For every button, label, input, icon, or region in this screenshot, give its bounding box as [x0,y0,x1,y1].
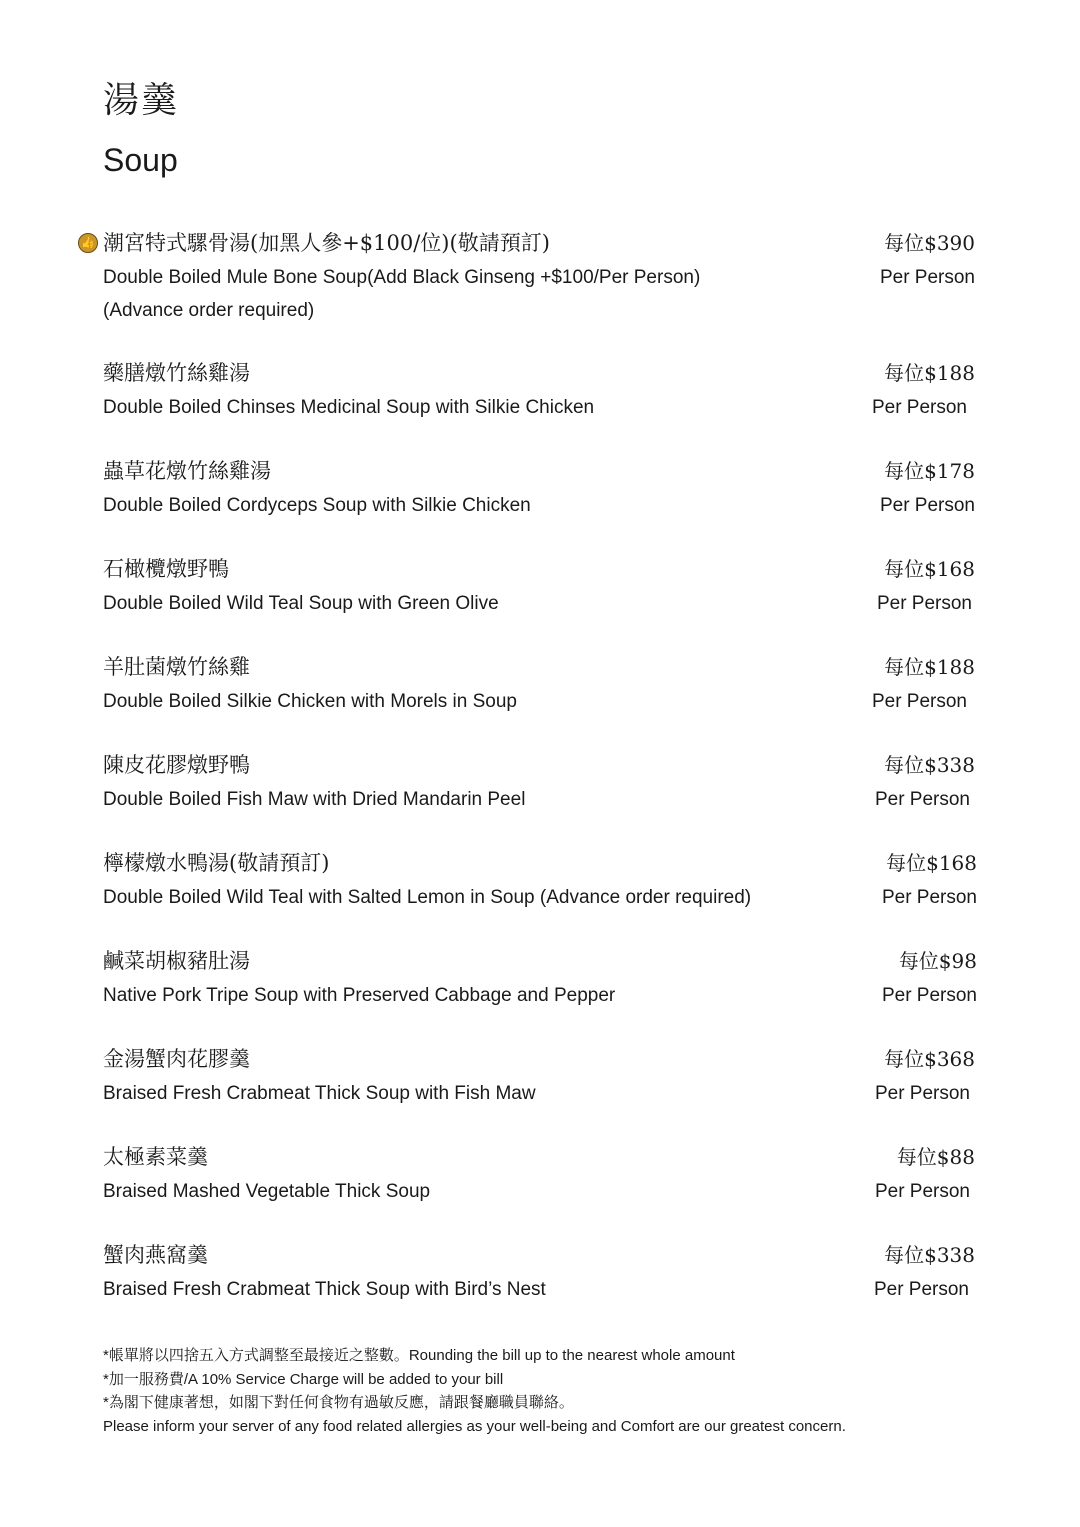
item-name-chinese: 太極素菜羹 [103,1145,208,1169]
item-name-chinese: 藥膳燉竹絲雞湯 [103,361,250,385]
item-price: 每位$178 [884,459,975,483]
item-price: 每位$338 [884,1243,975,1267]
menu-item [0,228,1080,358]
menu-item [0,1044,1080,1142]
menu-item [0,848,1080,946]
item-price-unit: Per Person [881,887,977,908]
item-price-unit: Per Person [874,789,970,810]
item-name-english-note: (Advance order required) [103,300,315,321]
menu-item [0,358,1080,456]
item-price-unit: Per Person [879,495,975,516]
item-name-english: Braised Fresh Crabmeat Thick Soup with Bird’s Nest [103,1279,546,1300]
item-price: 每位$338 [884,753,975,777]
allergy-note-english: Please inform your server of any food related allergies as your well-being and Comfort are our greatest concern. [103,1417,846,1435]
item-price-unit: Per Person [871,691,967,712]
menu-item [0,1142,1080,1240]
item-name-english: Native Pork Tripe Soup with Preserved Cabbage and Pepper [103,985,616,1006]
item-name-english: Double Boiled Wild Teal with Salted Lemon in Soup (Advance order required) [103,887,752,908]
item-name-english: Braised Mashed Vegetable Thick Soup [103,1181,431,1202]
page-title-english: Soup [103,142,178,178]
thumbs-up-icon: 👍 [78,233,98,253]
item-name-chinese: 蟹肉燕窩羹 [103,1243,208,1267]
item-name-english: Double Boiled Cordyceps Soup with Silkie Chicken [103,495,531,516]
item-price: 每位$390 [884,231,975,255]
item-name-chinese: 陳皮花膠燉野鴨 [103,753,250,777]
item-name-english: Double Boiled Chinses Medicinal Soup with Silkie Chicken [103,397,595,418]
item-price: 每位$88 [896,1145,975,1169]
item-price: 每位$368 [884,1047,975,1071]
allergy-note-chinese: *為閣下健康著想，如閣下對任何食物有過敏反應，請跟餐廳職員聯絡。 [103,1394,574,1411]
menu-item [0,456,1080,554]
item-price-unit: Per Person [876,593,972,614]
item-name-chinese: 金湯蟹肉花膠羹 [103,1047,250,1071]
item-name-chinese: 潮宮特式騾骨湯(加黑人參+$100/位)(敬請預訂) [103,231,550,255]
item-price: 每位$168 [884,557,975,581]
menu-item [0,946,1080,1044]
item-price: 每位$188 [884,655,975,679]
item-name-chinese: 鹹菜胡椒豬肚湯 [103,949,250,973]
item-name-chinese: 蟲草花燉竹絲雞湯 [103,459,271,483]
item-name-english: Double Boiled Wild Teal Soup with Green Olive [103,593,499,614]
item-price: 每位$168 [886,851,977,875]
item-name-english: Double Boiled Mule Bone Soup(Add Black Ginseng +$100/Per Person) [103,267,701,288]
item-name-chinese: 石橄欖燉野鴨 [103,557,229,581]
menu-item [0,652,1080,750]
item-price: 每位$98 [898,949,977,973]
service-charge-note: *加一服務費/A 10% Service Charge will be added to your bill [103,1370,504,1388]
item-price-unit: Per Person [871,397,967,418]
item-name-english: Braised Fresh Crabmeat Thick Soup with Fish Maw [103,1083,536,1104]
menu-list [0,228,1080,1338]
menu-item [0,1240,1080,1338]
item-price: 每位$188 [884,361,975,385]
menu-item [0,750,1080,848]
item-name-chinese: 羊肚菌燉竹絲雞 [103,655,250,679]
item-price-unit: Per Person [879,267,975,288]
item-price-unit: Per Person [881,985,977,1006]
item-name-chinese: 檸檬燉水鴨湯(敬請預訂) [103,851,330,875]
rounding-note: *帳單將以四捨五入方式調整至最接近之整數。Rounding the bill up to the nearest whole amount [103,1347,735,1364]
menu-item [0,554,1080,652]
item-price-unit: Per Person [874,1181,970,1202]
item-price-unit: Per Person [873,1279,969,1300]
footer-notes [103,1344,983,1438]
page-title-chinese: 湯羹 [103,80,180,121]
item-name-english: Double Boiled Fish Maw with Dried Mandarin Peel [103,789,526,810]
item-price-unit: Per Person [874,1083,970,1104]
item-name-english: Double Boiled Silkie Chicken with Morels in Soup [103,691,517,712]
